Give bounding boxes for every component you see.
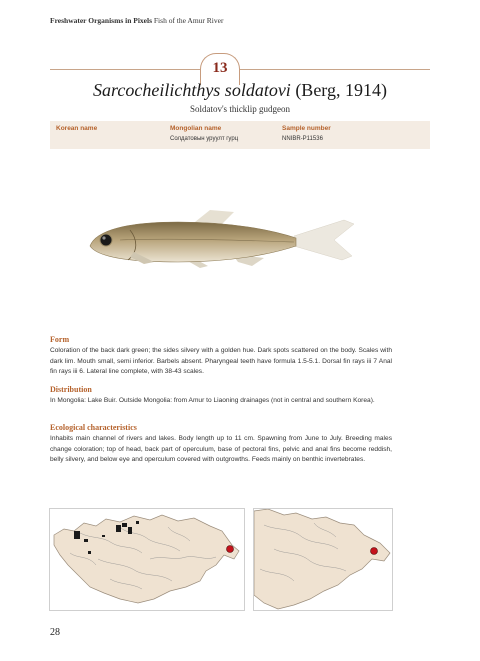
header-rule-left (50, 69, 200, 70)
sample-number-label: Sample number (282, 125, 331, 132)
form-heading: Form (50, 335, 70, 344)
species-authority: (Berg, 1914) (295, 80, 387, 100)
header-rule-right (240, 69, 430, 70)
species-title (0, 80, 480, 101)
info-box (50, 121, 430, 149)
detail-region-outline (254, 509, 390, 609)
fish-eye-highlight (102, 236, 105, 239)
entry-number: 13 (200, 53, 240, 85)
running-header (50, 16, 223, 25)
fish-photo (82, 200, 362, 280)
fish-body (90, 222, 296, 262)
book-title: Freshwater Organisms in Pixels (50, 16, 153, 25)
mongolian-name-field (170, 125, 238, 142)
fish-eye (100, 234, 112, 246)
korean-name-label: Korean name (56, 125, 98, 132)
scientific-name: Sarcocheilichthys soldatovi (93, 80, 291, 100)
detail-map-graphic (254, 509, 392, 610)
mongolia-outline (54, 515, 239, 603)
distribution-marker-detail (371, 548, 378, 555)
ecology-heading: Ecological characteristics (50, 423, 137, 432)
distribution-marker-buir-lake (227, 546, 234, 553)
sample-number-value: NNIBR-P11536 (282, 136, 323, 142)
chapter-title: Fish of the Amur River (153, 16, 224, 25)
map-mongolia (49, 508, 245, 611)
form-text: Coloration of the back dark green; the sides silvery with a golden hue. Dark spots scattered on the body. Scales with dark lim. Mouth small, semi inferior. Barbels absent. Pharyngeal teeth have formula 1.5-5.1. Dorsal fin rays iii 7 Anal fin rays iii 6. Lateral line complete, with 38-43 scales. (50, 347, 392, 376)
korean-name-field (56, 125, 97, 136)
sample-number-field (282, 125, 331, 142)
page-number: 28 (50, 627, 60, 638)
mongolia-map-graphic (50, 509, 244, 610)
ecology-text: Inhabits main channel of rivers and lakes. Body length up to 11 cm. Spawning from June to July. Breeding males change coloration; top of head, back part of operculum, base of pectoral fins, pelvic and anal fins become reddish, belly silvery, and below eye and operculum covered with outgrowths. Feeds mainly on benthic invertebrates. (50, 435, 392, 464)
common-name: Soldatov's thicklip gudgeon (189, 104, 291, 114)
fish-tail (294, 220, 354, 260)
map-detail (253, 508, 393, 611)
mongolian-name-value: Солдатовын уруулт гурц (170, 136, 239, 142)
distribution-heading: Distribution (50, 385, 92, 394)
mongolian-name-label: Mongolian name (170, 125, 222, 132)
distribution-text: In Mongolia: Lake Buir. Outside Mongolia: from Amur to Liaoning drainages (not in central and southern Korea). (50, 397, 375, 404)
